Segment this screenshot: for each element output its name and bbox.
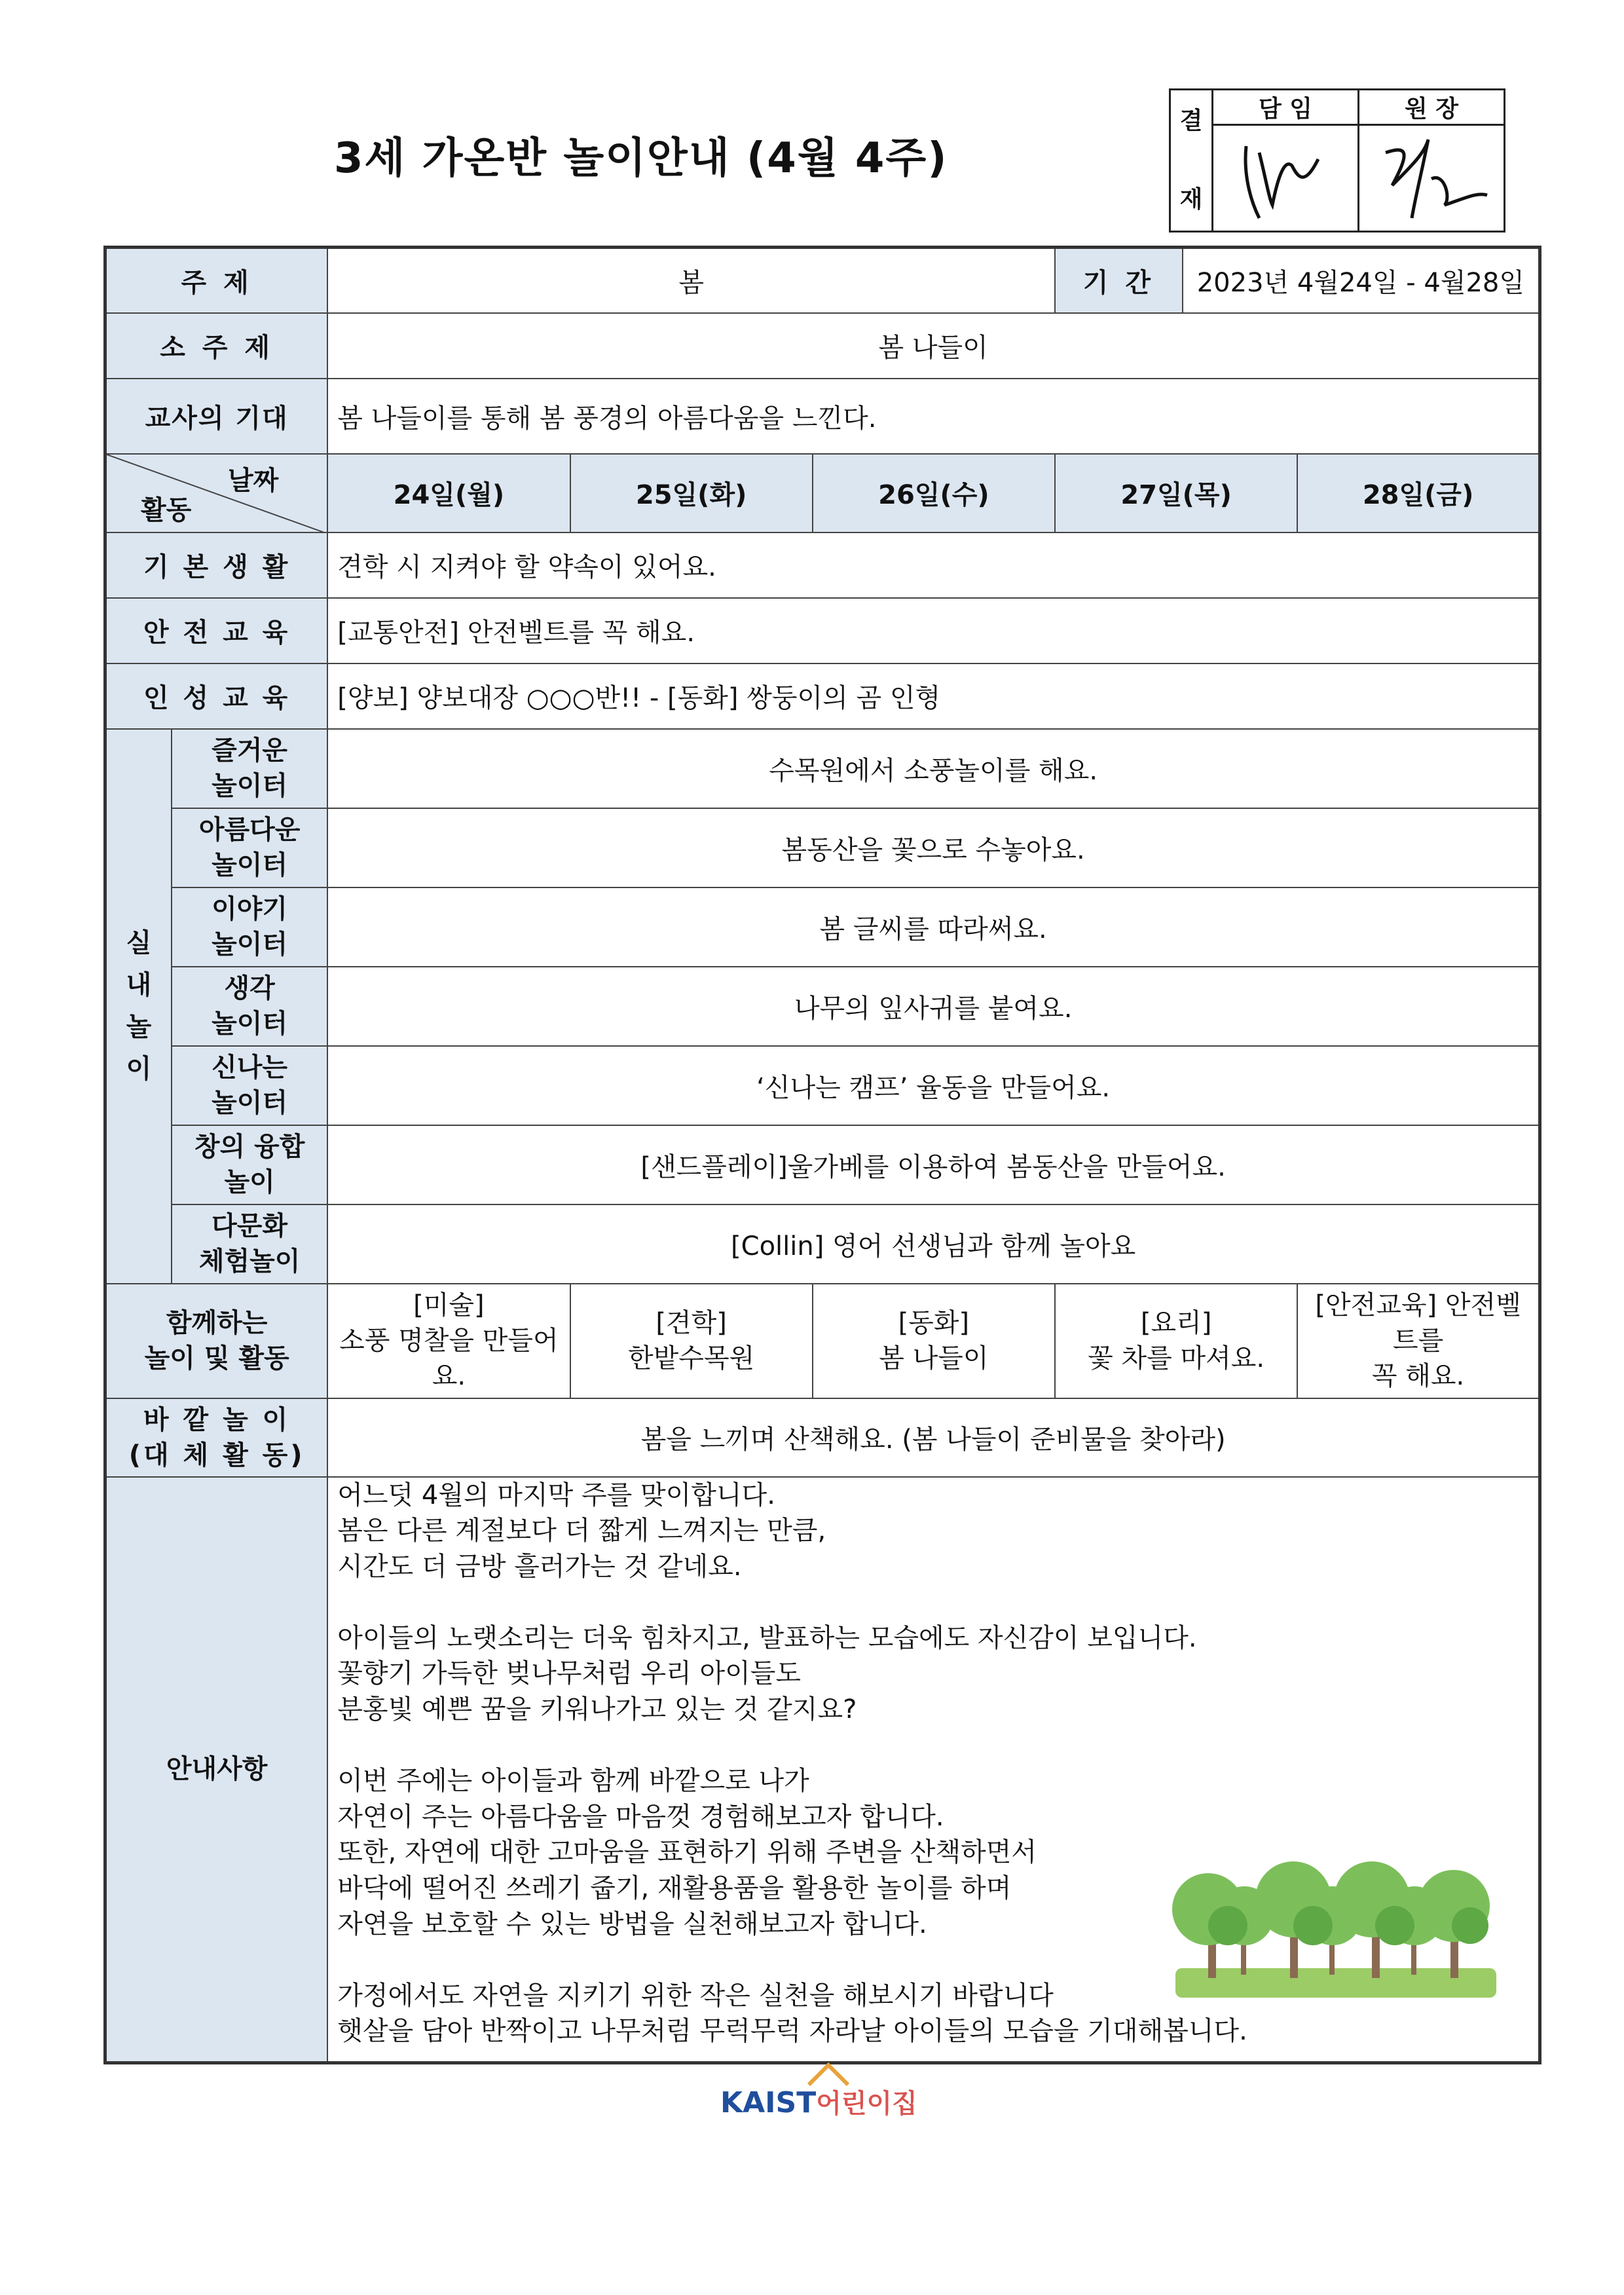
day-tue: 25일(화) — [570, 454, 813, 532]
logo-korean: 어린이집 — [816, 2089, 917, 2119]
together-text: 소풍 명찰을 만들어요. — [339, 1326, 559, 1391]
character-label: 인 성 교 육 — [105, 663, 328, 729]
house-roof-icon — [805, 2062, 851, 2088]
notice-line: 자연이 주는 아름다움을 마음껏 경험해보고자 합니다. — [337, 1801, 944, 1832]
activity-label: 활동 — [141, 494, 192, 525]
play-plan-table — [103, 246, 1541, 2064]
notice-line: 자연을 보호할 수 있는 방법을 실천해보고자 합니다. — [337, 1909, 927, 1939]
together-tag: [견학] — [655, 1308, 727, 1338]
theme-label: 주 제 — [105, 248, 328, 313]
area-activity: [Collin] 영어 선생님과 함께 놀아요 — [327, 1204, 1540, 1284]
together-item — [1055, 1284, 1297, 1398]
period-label: 기 간 — [1055, 248, 1183, 313]
notice-line: 이번 주에는 아이들과 함께 바깥으로 나가 — [337, 1766, 809, 1797]
area-name: 즐거운 놀이터 — [172, 729, 327, 808]
together-tag: [동화] — [898, 1308, 970, 1338]
trees-illustration — [1162, 1860, 1503, 2004]
day-mon: 24일(월) — [327, 454, 570, 532]
notice-line: 가정에서도 자연을 지키기 위한 작은 실천을 해보시기 바랍니다 — [337, 1980, 1054, 2011]
page-title: 3세 가온반 놀이안내 (4월 4주) — [334, 134, 948, 183]
notice-label: 안내사항 — [105, 1477, 328, 2063]
together-label: 함께하는 놀이 및 활동 — [105, 1284, 328, 1398]
approval-box — [1169, 88, 1505, 233]
director-signature — [1359, 125, 1505, 232]
day-fri: 28일(금) — [1297, 454, 1540, 532]
approval-label-bottom: 재 — [1179, 186, 1203, 213]
date-activity-header — [105, 454, 328, 532]
notice-line — [337, 1728, 1529, 1764]
teacher-signature — [1213, 125, 1359, 232]
outdoor-value: 봄을 느끼며 산책해요. (봄 나들이 준비물을 찾아라) — [327, 1398, 1540, 1477]
indoor-play-label: 실 내 놀 이 — [105, 729, 172, 1284]
together-tag: [요리] — [1140, 1308, 1212, 1338]
diagonal-line — [107, 455, 326, 533]
area-name: 창의 융합 놀이 — [172, 1125, 327, 1204]
character-value: [양보] 양보대장 ○○○반!! - [동화] 쌍둥이의 곰 인형 — [327, 663, 1540, 729]
period-value: 2023년 4월24일 - 4월28일 — [1183, 248, 1540, 313]
notice-line: 꽃향기 가득한 벚나무처럼 우리 아이들도 — [337, 1658, 802, 1689]
teacher-signature-mark — [1220, 126, 1351, 225]
approval-label-top: 결 — [1179, 107, 1203, 134]
approval-director-header: 원 장 — [1359, 90, 1505, 125]
basic-life-label: 기 본 생 활 — [105, 532, 328, 598]
area-activity: 봄동산을 꽃으로 수놓아요. — [327, 808, 1540, 887]
notice-line: 아이들의 노랫소리는 더욱 힘차지고, 발표하는 모습에도 자신감이 보입니다. — [337, 1622, 1197, 1653]
date-label: 날짜 — [228, 465, 279, 496]
together-item — [327, 1284, 570, 1398]
subtheme-label: 소 주 제 — [105, 313, 328, 379]
together-item — [570, 1284, 813, 1398]
day-thu: 27일(목) — [1055, 454, 1297, 532]
together-text: 봄 나들이 — [879, 1343, 989, 1373]
day-wed: 26일(수) — [813, 454, 1055, 532]
notice-line: 바닥에 떨어진 쓰레기 줍기, 재활용품을 활용한 놀이를 하며 — [337, 1873, 1012, 1904]
area-name: 이야기 놀이터 — [172, 887, 327, 967]
subtheme-value: 봄 나들이 — [327, 313, 1540, 379]
together-text: 꼭 해요. — [1371, 1361, 1465, 1391]
together-item — [813, 1284, 1055, 1398]
theme-value: 봄 — [327, 248, 1055, 313]
together-text: 한밭수목원 — [628, 1343, 755, 1373]
area-activity: 수목원에서 소풍놀이를 해요. — [327, 729, 1540, 808]
together-tag: [미술] — [413, 1290, 485, 1320]
together-text: 꽃 차를 마셔요. — [1088, 1343, 1265, 1373]
area-name: 생각 놀이터 — [172, 967, 327, 1046]
teacher-expectation-value: 봄 나들이를 통해 봄 풍경의 아름다움을 느낀다. — [327, 379, 1540, 454]
area-activity: ‘신나는 캠프’ 율동을 만들어요. — [327, 1046, 1540, 1125]
together-item — [1297, 1284, 1540, 1398]
approval-label — [1170, 90, 1213, 232]
area-name: 다문화 체험놀이 — [172, 1204, 327, 1284]
area-activity: [샌드플레이]울가베를 이용하여 봄동산을 만들어요. — [327, 1125, 1540, 1204]
area-activity: 나무의 잎사귀를 붙여요. — [327, 967, 1540, 1046]
director-signature-mark — [1366, 126, 1497, 225]
approval-teacher-header: 담 임 — [1213, 90, 1359, 125]
notice-line: 분홍빛 예쁜 꿈을 키워나가고 있는 것 같지요? — [337, 1694, 857, 1725]
safety-label: 안 전 교 육 — [105, 598, 328, 663]
basic-life-value: 견학 시 지켜야 할 약속이 있어요. — [327, 532, 1540, 598]
area-name: 신나는 놀이터 — [172, 1046, 327, 1125]
area-name: 아름다운 놀이터 — [172, 808, 327, 887]
notice-line: 햇살을 담아 반짝이고 나무처럼 무럭무럭 자라날 아이들의 모습을 기대해봅니다. — [337, 2016, 1247, 2047]
teacher-expectation-label: 교사의 기대 — [105, 379, 328, 454]
logo-kaist: KAIST — [720, 2086, 817, 2119]
notice-line: 또한, 자연에 대한 고마움을 표현하기 위해 주변을 산책하면서 — [337, 1837, 1037, 1868]
kaist-logo — [720, 2083, 917, 2120]
safety-value: [교통안전] 안전벨트를 꼭 해요. — [327, 598, 1540, 663]
notice-line: 어느덧 4월의 마지막 주를 맞이합니다. — [337, 1480, 775, 1510]
outdoor-label: 바 깥 놀 이 (대 체 활 동) — [105, 1398, 328, 1477]
notice-line: 시간도 더 금방 흘러가는 것 같네요. — [337, 1551, 742, 1582]
together-tag: [안전교육] 안전벨트를 — [1315, 1290, 1521, 1356]
notice-line: 봄은 다른 계절보다 더 짧게 느껴지는 만큼, — [337, 1516, 826, 1546]
area-activity: 봄 글씨를 따라써요. — [327, 887, 1540, 967]
notice-line — [337, 1584, 1529, 1620]
